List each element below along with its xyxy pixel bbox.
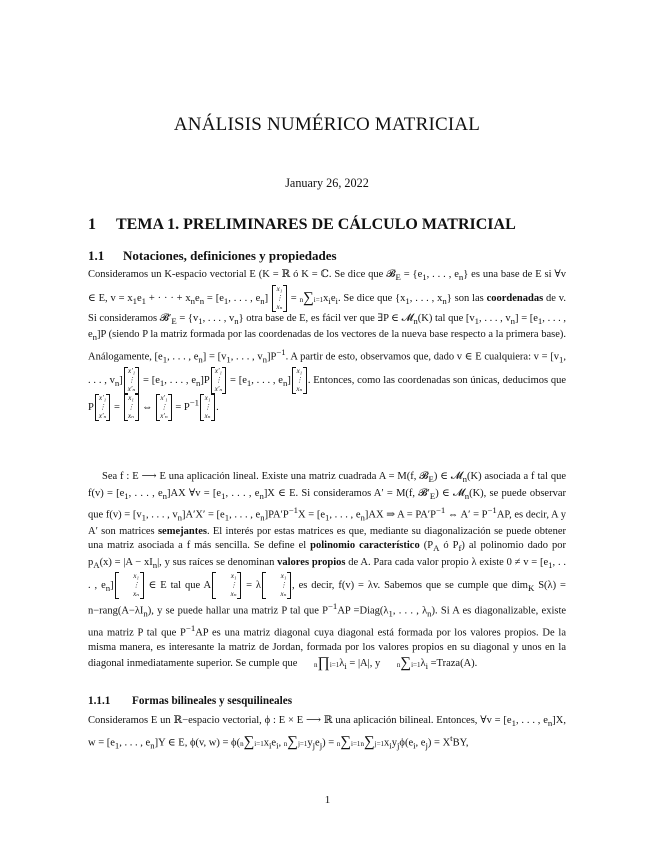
- product-symbol: n∏i=1: [313, 654, 340, 671]
- sum-symbol: n∑i=1: [240, 734, 264, 751]
- sum-symbol: n∑j=1: [360, 734, 385, 751]
- paper-date: January 26, 2022: [285, 176, 369, 190]
- body-text-linear-maps: [88, 470, 566, 673]
- sum-symbol: n∑i=1: [396, 654, 421, 671]
- column-vector: x′₁ ⋮ x′ₙ: [211, 367, 226, 394]
- term-coordenadas: coordenadas: [486, 292, 544, 304]
- column-vector: x₁ ⋮ xₙ: [124, 394, 139, 421]
- column-vector: x₁ ⋮ xₙ: [262, 572, 291, 599]
- subsection-number: 1.1: [88, 248, 105, 263]
- subsection-heading: [88, 248, 566, 264]
- section-heading: [88, 216, 566, 234]
- body-text-section-1-1: [88, 268, 566, 421]
- paper-title: ANÁLISIS NUMÉRICO MATRICIAL: [173, 114, 481, 135]
- column-vector: x′₁ ⋮ x′ₙ: [156, 394, 171, 421]
- column-vector: x₁ ⋮ xₙ: [115, 572, 144, 599]
- column-vector: x₁ ⋮ xₙ: [272, 285, 287, 312]
- term-polinomio-caracteristico: polinomio característico: [310, 540, 420, 552]
- paragraph-bilinear: Consideramos E un ℝ−espacio vectorial, ϕ : E × E ⟶ ℝ una aplicación bilineal. Entonces, ∀v = [$e_1$, . . . , $e_n]X$, $w = [e_1$, . . . , $e_n]Y$ ∈ E, ϕ(v, $w) = \phi(n\sum i=1x_ie_i$, $n\sum j=1y_je_j) = n\sum i=1n\sum j=1x_iy_j\phi(e_i$, $e_j) = X^tBY$,: [88, 715, 566, 751]
- page-number: 1: [324, 794, 331, 806]
- body-text-bilinear: [88, 714, 566, 753]
- sum-symbol: n∑j=1: [283, 734, 308, 751]
- section-title: TEMA 1. PRELIMINARES DE CÁLCULO MATRICIAL: [116, 216, 516, 233]
- column-vector: x′₁ ⋮ x′ₙ: [95, 394, 110, 421]
- term-valores-propios: valores propios: [277, 556, 346, 568]
- column-vector: x′₁ ⋮ x′ₙ: [124, 367, 139, 394]
- subsubsection-title: Formas bilineales y sesquilineales: [132, 695, 293, 707]
- subsubsection-number: 1.1.1: [88, 695, 111, 707]
- section-number: 1: [88, 216, 96, 233]
- sum-symbol: n∑i=1: [299, 289, 324, 306]
- term-semejantes: semejantes: [157, 526, 207, 537]
- paragraph-linear-maps: Sea f : E ⟶ E una aplicación lineal. Existe una matriz cuadrada A = M(f, 𝓑$_E$) ∈ 𝓜$_n$(K) asociada a f tal que $f(v) = [e_1$, . . . , $e_n]AX$ ∀v = [$e_1$, . . . , $e_n]X$ ∈ E. Si consideramos A′ = M(f, $𝓑'_E$) ∈ 𝓜$_n$(K), se puede observar que $f(v) = [v_1$, . . . , $v_n]A'X' = [e_1$, . . . , $e_n]PA'P^{-1}X = [e_1$, . . . , $e_n]AX$ ⇒ $A = PA'P^{-1}$ ⇔ $A' = P^{-1}AP$, es decir, A y A′ son matrices semejantes. El interés por estas matrices es que, mediante su diagonalización se puede obtener una matriz asociada a f más sencilla. Se define el polinomio característico ($P_A$ ó $P_f$) al polinomio dado por $p_A(x) = |A - xI_n|$, y sus raíces se denominan valores propios de A. Para cada valor propio λ existe $0 \ne v = [e_1$, . . . , $e_n$] x₁ ⋮ xₙ ∈ E tal que A x₁ ⋮ xₙ = λ x₁ ⋮ xₙ , es decir, f(v) = λv. Sabemos que se cumple que dim$_K$ $S(\lambda) = n-rang(A-\lambda I_n)$, y se puede hallar una matriz P tal que $P^{-1}AP$ $=Diag(\lambda_1$, . . . , $\lambda_n$). Si A es diagonalizable, existe una matriz P tal que $P^{-1}AP$ es una matriz diagonal cuya diagonal está formada por los valores propios. De la misma manera, es interesante la matriz de Jordan, formada por los valores propios en su diagonal y unos en la diagonal inmediatamente superior. Se cumple que $n\prod i=1\lambda_i = |A|$, y $n\sum i=1\lambda_i$ =Traza(A).: [88, 471, 567, 671]
- subsection-title: Notaciones, definiciones y propiedades: [123, 248, 337, 263]
- paragraph-bases: Consideramos un K-espacio vectorial E (K = ℝ ó K = ℂ. Se dice que 𝓑$_E$ = {$e_1$, . . . , $e_n$} es una base de E si ∀v ∈ E, $v = x_1e_1$ + · · · + $x_ne_n = [e_1$, . . . , $e_n$] x₁ ⋮ xₙ = $n\sum i=1x_ie_i$. Se dice que {$x_1$, . . . , $x_n$} son las coordenadas de v. Si consideramos $𝓑'_E = \{v_1$, . . . , $v_n$} otra base de E, es fácil ver que ∃P ∈ 𝓜$_n$(K) tal que [$v_1$, . . . , $v_n] = [e_1$, . . . , $e_n]P$ (siendo P la matriz formada por las coordenadas de los vectores de la nueva base respecto a la primera base). Análogamente, [$e_1$, . . . , $e_n] = [v_1$, . . . , $v_n]P^{-1}$. A partir de esto, observamos que, dado v ∈ E cualquiera: $v = [v_1$, . . . , $v_n$] x′₁ ⋮ x′ₙ = [$e_1$, . . . , $e_n]P$ x′₁ ⋮ x′ₙ = [$e_1$, . . . , $e_n$] x₁ ⋮ xₙ . Entonces, como las coordenadas son únicas, deducimos que P x′₁ ⋮ x′ₙ = x₁ ⋮ xₙ ⇔ x′₁ ⋮ x′ₙ = $P^{-1}$ x₁ ⋮ xₙ .: [88, 269, 567, 420]
- column-vector: x₁ ⋮ xₙ: [212, 572, 241, 599]
- column-vector: x₁ ⋮ xₙ: [200, 394, 215, 421]
- sum-symbol: n∑i=1: [336, 734, 361, 751]
- column-vector: x₁ ⋮ xₙ: [292, 367, 307, 394]
- subsubsection-heading: [88, 695, 566, 707]
